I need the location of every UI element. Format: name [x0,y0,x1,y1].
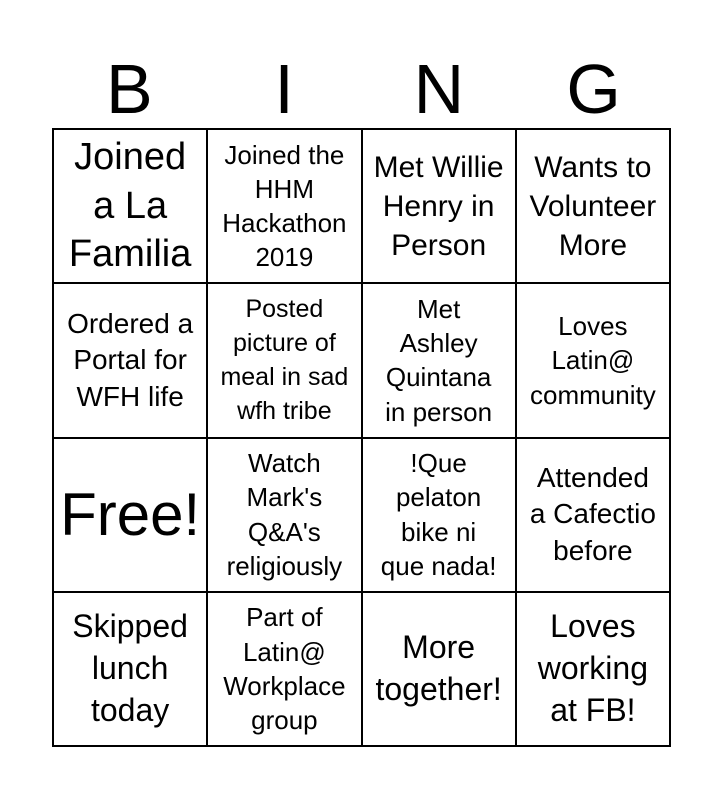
cell-text: Met Ashley Quintana in person [385,293,493,427]
cell-text: Wants to Volunteer More [529,150,657,262]
header-letter-b: B [106,50,153,128]
header-letter-n: N [413,50,465,128]
bingo-cell[interactable] [53,592,207,746]
cell-text: Posted picture of meal in sad wfh tribe [220,295,349,426]
cell-text: Joined a La Familia [68,136,192,276]
header-letter-i: I [274,50,294,128]
bingo-cell[interactable] [207,438,361,592]
bingo-header [52,52,671,126]
bingo-board [52,128,671,747]
cell-text: Joined the HHM Hackathon 2019 [222,139,347,273]
cell-text: Free! [60,481,201,549]
cell-text: Loves working at FB! [537,608,648,728]
cell-text: Loves Latin@ community [530,310,656,410]
bingo-cell[interactable] [207,283,361,437]
cell-text: Attended a Cafectio before [529,462,656,566]
bingo-cell[interactable] [362,438,516,592]
bingo-cell[interactable] [53,129,207,283]
header-letter-g: G [566,50,621,128]
cell-text: !Que pelaton bike ni que nada! [380,448,497,581]
bingo-cell[interactable] [516,129,670,283]
cell-text: Part of Latin@ Workplace group [223,602,346,736]
bingo-cell[interactable] [53,283,207,437]
cell-text: Watch Mark's Q&A's religiously [226,448,343,581]
bingo-cell[interactable] [362,592,516,746]
cell-text: Met Willie Henry in Person [373,150,504,262]
bingo-cell[interactable] [516,438,670,592]
bingo-cell[interactable] [362,129,516,283]
cell-text: More together! [375,629,502,707]
bingo-cell[interactable] [362,283,516,437]
cell-text: Skipped lunch today [72,608,188,728]
bingo-cell-free[interactable] [53,438,207,592]
bingo-cell[interactable] [516,283,670,437]
bingo-cell[interactable] [207,129,361,283]
bingo-cell[interactable] [207,592,361,746]
bingo-cell[interactable] [516,592,670,746]
cell-text: Ordered a Portal for WFH life [67,307,194,412]
